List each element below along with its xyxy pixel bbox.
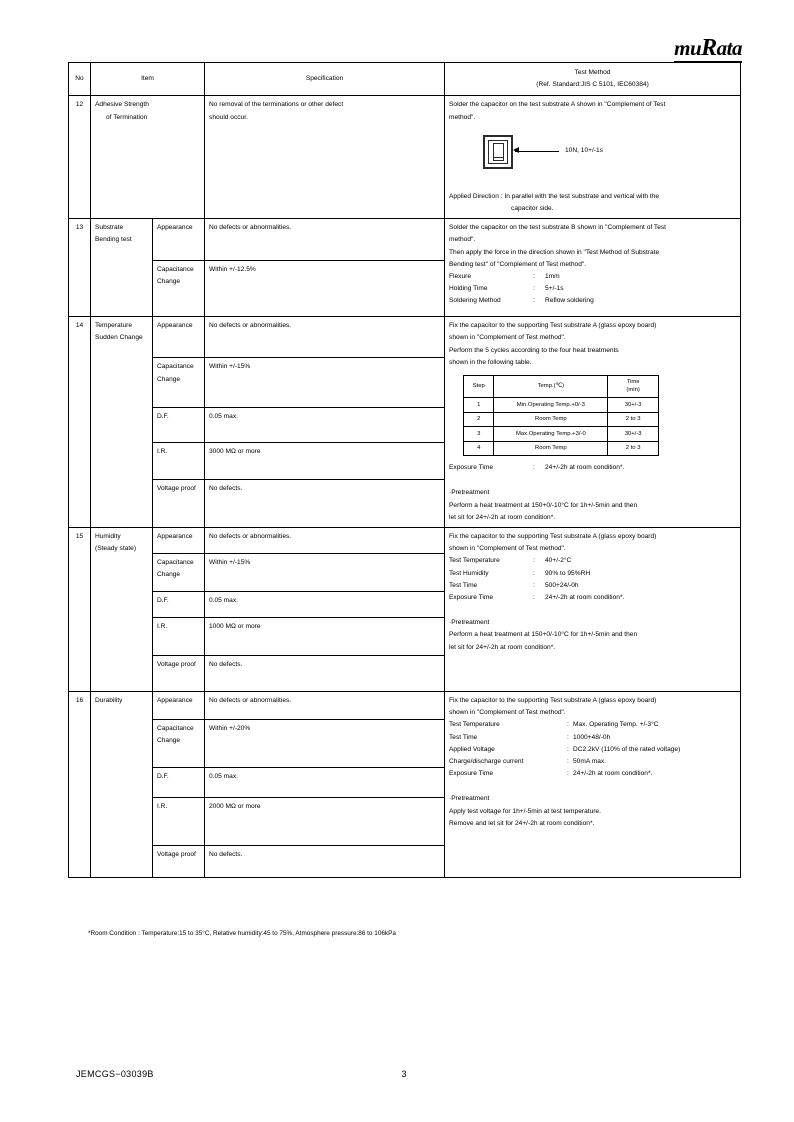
- row-15-pretreatment-line1: Perform a heat treatment at 150+0/-10°C for 1h+/-5min and then: [449, 631, 638, 639]
- heat-table-header-row: [464, 375, 659, 397]
- row-16-param-exposure-time-key: Exposure Time: [449, 770, 493, 778]
- row-16-param-charge-discharge-current-sep: :: [567, 757, 569, 765]
- row-15-spec-voltage-proof: No defects.: [205, 656, 445, 692]
- row-13-spec-appearance: No defects or abnormalities.: [205, 219, 445, 261]
- row-14-param-exposure: [449, 462, 736, 474]
- row-14-sub-appearance: Appearance: [153, 317, 205, 358]
- header-test-method-line2: (Ref. Standard:JIS C 5101, IEC60384): [536, 81, 649, 89]
- row-16-no: 16: [69, 692, 91, 878]
- adhesive-strength-figure: [449, 131, 736, 187]
- row-16-spacer: [449, 780, 736, 793]
- row-16-pretreatment-title: ·Pretreatment: [449, 795, 490, 803]
- row-14-pretreatment-line1: Perform a heat treatment at 150+0/-10°C for 1h+/-5min and then: [449, 501, 638, 509]
- heat-table-row: [464, 441, 659, 456]
- row-15-spec-ir: 1000 MΩ or more: [205, 618, 445, 656]
- row-16-param-applied-voltage-value: DC2.2kV (110% of the rated voltage): [573, 745, 681, 753]
- table-header: [69, 63, 741, 96]
- heat-header-step: Step: [464, 375, 494, 397]
- row-13-no: 13: [69, 219, 91, 317]
- row-13-sub-capacitance-line1: Capacitance: [157, 266, 194, 274]
- row-13-param-soldering-method-sep: :: [533, 297, 535, 305]
- row-13-spec-capacitance: Within +/-12.5%: [205, 261, 445, 317]
- row-12-test-method: [445, 96, 741, 219]
- row-16-param-test-temperature-value: Max. Operating Temp. +/-3°C: [573, 721, 659, 729]
- heat-row-4-step: 4: [464, 441, 494, 456]
- row-16-param-applied-voltage-key: Applied Voltage: [449, 745, 495, 753]
- row-16-param-charge-discharge-current-key: Charge/discharge current: [449, 757, 524, 765]
- row-16-test-method: [445, 692, 741, 878]
- row-12-tm-line2: method".: [449, 113, 476, 121]
- heat-row-2-time: 2 to 3: [608, 412, 659, 427]
- row-14-param-exposure-key: Exposure Time: [449, 464, 493, 472]
- table-header-row: [69, 63, 741, 96]
- row-16-sub-ir: I.R.: [153, 798, 205, 846]
- row-14-param-exposure-value: 24+/-2h at room condition*.: [545, 464, 625, 472]
- table-row-14: [69, 317, 741, 358]
- row-16-pretreatment-line1: Apply test voltage for 1h+/-5min at test temperature.: [449, 807, 601, 815]
- row-13-tm-intro: [449, 222, 736, 271]
- table-row-12: [69, 96, 741, 219]
- row-14-spec-appearance: No defects or abnormalities.: [205, 317, 445, 358]
- row-13-param-soldering-method: [449, 295, 736, 307]
- row-16-param-charge-discharge-current-value: 50mA max.: [573, 757, 606, 765]
- row-12-item: [91, 96, 205, 219]
- row-16-param-test-temperature-key: Test Temperature: [449, 721, 500, 729]
- row-12-item-line1: Adhesive Strength: [95, 101, 149, 109]
- row-16-tm-intro: [449, 695, 736, 719]
- row-12-specification: [205, 96, 445, 219]
- row-13-tm-line4: Bending test" of "Complement of Test method".: [449, 260, 587, 268]
- row-13-param-holding-time-sep: :: [533, 285, 535, 293]
- row-13-test-method: [445, 219, 741, 317]
- row-15-spec-capacitance: Within +/-15%: [205, 554, 445, 592]
- row-15-no: 15: [69, 528, 91, 692]
- table-row-15: [69, 528, 741, 554]
- row-15-item-line2: (Steady state): [95, 545, 137, 553]
- heat-row-4-temp: Room Temp: [494, 441, 608, 456]
- row-12-spec-line2: should occur.: [209, 113, 248, 121]
- row-15-param-test-temperature-value: 40+/-2°C: [545, 557, 572, 565]
- row-16-sub-voltage-proof: Voltage proof: [153, 846, 205, 878]
- row-12-tm-line1: Solder the capacitor on the test substrate A shown in "Complement of Test: [449, 101, 666, 109]
- row-14-item-line2: Sudden Change: [95, 334, 143, 342]
- row-15-sub-ir: I.R.: [153, 618, 205, 656]
- row-16-param-exposure-time-sep: :: [567, 770, 569, 778]
- heat-row-1-temp: Min.Operating Temp.+0/-3: [494, 398, 608, 413]
- logo-suffix: ata: [716, 36, 742, 60]
- row-14-param-exposure-sep: :: [533, 464, 535, 472]
- row-16-param-test-time: [449, 732, 736, 744]
- row-13-param-flexure: [449, 271, 736, 283]
- row-13-sub-capacitance-line2: Change: [157, 278, 181, 286]
- row-12-spec-line1: No removal of the terminations or other defect: [209, 101, 344, 109]
- heat-row-3-time: 30+/-3: [608, 427, 659, 442]
- row-13-tm-line2: method".: [449, 236, 476, 244]
- row-12-tm-intro: [449, 99, 736, 123]
- row-14-sub-capacitance-line1: Capacitance: [157, 363, 194, 371]
- row-16-spec-appearance: No defects or abnormalities.: [205, 692, 445, 720]
- row-14-spec-voltage-proof: No defects.: [205, 480, 445, 528]
- row-16-sub-df: D.F.: [153, 768, 205, 798]
- row-13-tm-line1: Solder the capacitor on the test substrate B shown in "Complement of Test: [449, 224, 667, 232]
- heat-table-row: [464, 412, 659, 427]
- row-14-tm-line1: Fix the capacitor to the supporting Test substrate A (glass epoxy board): [449, 322, 657, 330]
- row-15-sub-appearance: Appearance: [153, 528, 205, 554]
- row-16-item: [91, 692, 153, 878]
- heat-header-time-line1: Time: [626, 378, 640, 385]
- row-16-param-test-temperature-sep: :: [567, 721, 569, 729]
- row-14-spacer: [449, 474, 736, 487]
- row-14-spec-ir: 3000 MΩ or more: [205, 443, 445, 480]
- row-13-param-flexure-key: Flexure: [449, 272, 472, 280]
- header-specification: Specification: [205, 63, 445, 96]
- row-15-param-test-humidity-value: 90% to 95%RH: [545, 569, 591, 577]
- specification-table: [68, 62, 741, 878]
- heat-header-time-line2: (min): [626, 387, 640, 394]
- document-id: JEMCGS−03039B: [76, 1069, 154, 1079]
- row-15-param-test-time-key: Test Time: [449, 581, 478, 589]
- row-15-pretreatment-title: ·Pretreatment: [449, 619, 490, 627]
- table-row-13: [69, 219, 741, 261]
- heat-row-4-time: 2 to 3: [608, 441, 659, 456]
- row-13-param-holding-time-value: 5+/-1s: [545, 285, 564, 293]
- row-16-tm-line2: shown in "Complement of Test method".: [449, 709, 566, 717]
- row-16-spec-ir: 2000 MΩ or more: [205, 798, 445, 846]
- heat-table-row: [464, 427, 659, 442]
- heat-header-time: [608, 375, 659, 397]
- row-15-param-test-temperature-key: Test Temperature: [449, 557, 500, 565]
- row-15-pretreatment-line2: let sit for 24+/-2h at room condition*.: [449, 643, 556, 651]
- row-12-no: 12: [69, 96, 91, 219]
- row-13-param-soldering-method-value: Reflow soldering: [545, 297, 594, 305]
- table-row-16: [69, 692, 741, 720]
- row-16-sub-capacitance-line1: Capacitance: [157, 725, 194, 732]
- row-16-param-exposure-time: [449, 768, 736, 780]
- row-16-param-exposure-time-value: 24+/-2h at room condition*.: [573, 770, 653, 778]
- row-14-item-line1: Temperature: [95, 322, 133, 330]
- row-16-sub-capacitance-line2: Change: [157, 737, 181, 745]
- row-14-sub-ir: I.R.: [153, 443, 205, 480]
- row-14-tm-intro: [449, 320, 736, 369]
- header-test-method-line1: Test Method: [574, 69, 611, 76]
- page-number: 3: [401, 1069, 407, 1079]
- row-15-spec-appearance: No defects or abnormalities.: [205, 528, 445, 554]
- row-15-param-test-time-value: 500+24/-0h: [545, 581, 579, 589]
- row-13-param-flexure-sep: :: [533, 272, 535, 280]
- heat-row-3-temp: Max.Operating Temp.+3/-0: [494, 427, 608, 442]
- row-14-pretreatment-line2: let sit for 24+/-2h at room condition*.: [449, 513, 556, 521]
- heat-table-row: [464, 398, 659, 413]
- heat-row-2-step: 2: [464, 412, 494, 427]
- capacitor-pad-icon: [493, 157, 504, 161]
- row-15-param-exposure-time-key: Exposure Time: [449, 593, 493, 601]
- row-14-sub-capacitance: [153, 358, 205, 408]
- row-14-tm-line4: shown in the following table.: [449, 358, 532, 366]
- row-12-item-line2: of Termination: [106, 113, 148, 121]
- row-14-sub-df: D.F.: [153, 408, 205, 443]
- murata-logo: [674, 36, 742, 63]
- logo-capital-r: R: [701, 35, 717, 61]
- row-16-spec-df: 0.05 max.: [205, 768, 445, 798]
- row-15-item: [91, 528, 153, 692]
- row-16-param-charge-discharge-current: [449, 756, 736, 768]
- header-no: No: [69, 63, 91, 96]
- row-12-applied-direction-line1: Applied Direction : In parallel with the test substrate and vertical with the: [449, 192, 660, 200]
- row-13-param-soldering-method-key: Soldering Method: [449, 297, 501, 305]
- row-13-item-line1: Substrate: [95, 224, 124, 232]
- row-15-param-test-time-sep: :: [533, 581, 535, 589]
- row-15-sub-capacitance-line2: Change: [157, 571, 181, 579]
- row-14-pretreatment-title: ·Pretreatment: [449, 489, 490, 497]
- header-item: Item: [91, 63, 205, 96]
- row-14-sub-voltage-proof: Voltage proof: [153, 480, 205, 528]
- row-13-tm-line3: Then apply the force in the direction shown in "Test Method of Substrate: [449, 248, 660, 256]
- row-15-item-line1: Humidity: [95, 533, 121, 540]
- room-condition-footnote: *Room Condition : Temperature:15 to 35°C, Relative humidity:45 to 75%, Atmosphere pressure:86 to 106kPa: [88, 930, 396, 937]
- capacitor-substrate-icon: [483, 135, 513, 169]
- row-15-param-test-humidity: [449, 568, 736, 580]
- heat-treatment-table: [463, 375, 659, 456]
- row-15-param-exposure-time: [449, 592, 736, 604]
- row-16-param-test-time-value: 1000+48/-0h: [573, 733, 611, 741]
- heat-header-temp: Temp.(℃): [494, 375, 608, 397]
- row-14-spec-df: 0.05 max.: [205, 408, 445, 443]
- row-15-sub-capacitance-line1: Capacitance: [157, 559, 194, 566]
- row-14-tm-line3: Perform the 5 cycles according to the four heat treatments: [449, 346, 619, 354]
- row-16-pretreatment-line2: Remove and let sit for 24+/-2h at room condition*.: [449, 819, 595, 827]
- row-14-spec-capacitance: Within +/-15%: [205, 358, 445, 408]
- heat-row-3-step: 3: [464, 427, 494, 442]
- row-15-param-test-humidity-key: Test Humidity: [449, 569, 489, 577]
- murata-logo-text: [674, 36, 742, 63]
- row-13-sub-appearance: Appearance: [153, 219, 205, 261]
- row-16-spec-voltage-proof: No defects.: [205, 846, 445, 878]
- row-15-spec-df: 0.05 max.: [205, 592, 445, 618]
- row-16-sub-capacitance: [153, 720, 205, 768]
- row-13-item: [91, 219, 153, 317]
- row-16-param-test-temperature: [449, 719, 736, 731]
- row-16-param-test-time-key: Test Time: [449, 733, 478, 741]
- row-15-param-test-time: [449, 580, 736, 592]
- row-15-spacer: [449, 604, 736, 617]
- row-16-tm-line1: Fix the capacitor to the supporting Test substrate A (glass epoxy board): [449, 697, 657, 704]
- row-16-param-test-time-sep: :: [567, 733, 569, 741]
- row-13-param-holding-time: [449, 283, 736, 295]
- row-13-item-line2: Bending test: [95, 236, 132, 244]
- row-15-tm-intro: [449, 531, 736, 555]
- row-14-no: 14: [69, 317, 91, 528]
- row-15-param-exposure-time-sep: :: [533, 593, 535, 601]
- row-14-tm-line2: shown in "Complement of Test method".: [449, 334, 566, 342]
- heat-row-2-temp: Room Temp: [494, 412, 608, 427]
- row-15-tm-line2: shown in "Complement of Test method".: [449, 545, 566, 553]
- heat-row-1-step: 1: [464, 398, 494, 413]
- row-13-sub-capacitance: [153, 261, 205, 317]
- row-15-param-test-temperature-sep: :: [533, 557, 535, 565]
- row-14-item: [91, 317, 153, 528]
- header-test-method: [445, 63, 741, 96]
- row-16-item-line1: Durability: [95, 697, 123, 704]
- row-14-test-method: [445, 317, 741, 528]
- row-16-param-applied-voltage-sep: :: [567, 745, 569, 753]
- row-15-tm-line1: Fix the capacitor to the supporting Test substrate A (glass epoxy board): [449, 533, 657, 540]
- row-15-param-test-humidity-sep: :: [533, 569, 535, 577]
- force-arrow-label: 10N, 10+/-1s: [565, 146, 603, 154]
- row-12-applied-direction: [449, 191, 736, 215]
- row-15-sub-df: D.F.: [153, 592, 205, 618]
- row-15-sub-voltage-proof: Voltage proof: [153, 656, 205, 692]
- row-12-applied-direction-line2: capacitor side.: [511, 204, 554, 212]
- row-15-test-method: [445, 528, 741, 692]
- row-14-sub-capacitance-line2: Change: [157, 375, 181, 383]
- row-15-param-exposure-time-value: 24+/-2h at room condition*.: [545, 593, 625, 601]
- row-16-param-applied-voltage: [449, 744, 736, 756]
- logo-prefix: mu: [674, 36, 702, 60]
- row-13-param-holding-time-key: Holding Time: [449, 285, 488, 293]
- row-15-sub-capacitance: [153, 554, 205, 592]
- row-15-param-test-temperature: [449, 555, 736, 567]
- row-13-param-flexure-value: 1mm: [545, 272, 560, 280]
- row-16-spec-capacitance: Within +/-20%: [205, 720, 445, 768]
- row-16-sub-appearance: Appearance: [153, 692, 205, 720]
- force-arrow-line-icon: [515, 151, 559, 152]
- heat-row-1-time: 30+/-3: [608, 398, 659, 413]
